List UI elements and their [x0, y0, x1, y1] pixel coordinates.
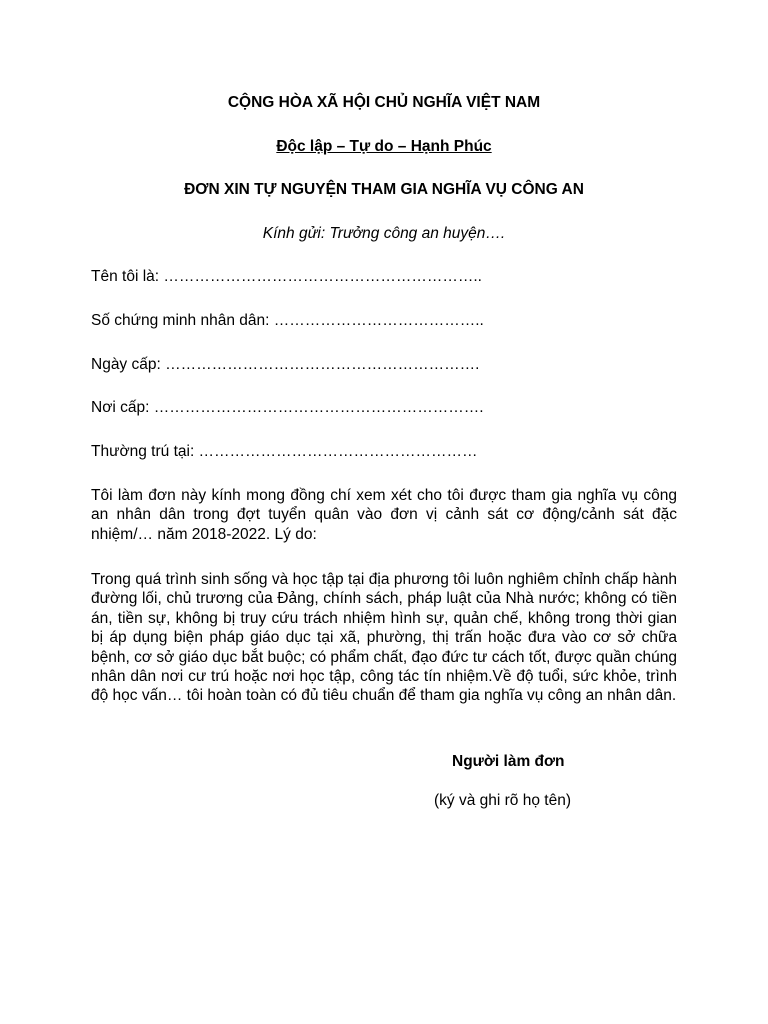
reason-paragraph: Trong quá trình sinh sống và học tập tại địa phương tôi luôn nghiêm chỉnh chấp hành đường lối, chủ trương của Đảng, chính sách, pháp luật của Nhà nước; không có tiền án, tiền sự, không bị truy cứu trách nhiệm hình sự, quản chế, không trong thời gian bị áp dụng biện pháp giáo dục tại xã, phường, thị trấn hoặc đưa vào cơ sở chữa bệnh, cơ sở giáo dục bắt buộc; có phẩm chất, đạo đức tư cách tốt, được quần chúng nhân dân nơi cư trú hoặc nơi học tập, công tác tín nhiệm.Về độ tuổi, sức khỏe, trình độ học vấn… tôi hoàn toàn có đủ tiêu chuẩn để tham gia nghĩa vụ công an nhân dân.: [91, 571, 677, 705]
request-paragraph: Tôi làm đơn này kính mong đồng chí xem xét cho tôi được tham gia nghĩa vụ công an nhân dân trong đợt tuyển quân vào đơn vị cảnh sát cơ động/cảnh sát đặc nhiệm/… năm 2018-2022. Lý do:: [91, 487, 677, 543]
field-full-name: Tên tôi là: ……………………………………………………..: [91, 268, 482, 285]
field-id-number: Số chứng minh nhân dân: …………………………………..: [91, 312, 484, 329]
recipient-line: Kính gửi: Trưởng công an huyện….: [262, 225, 506, 242]
field-issue-place: Nơi cấp: ……………………………………………………….: [91, 399, 484, 416]
country-heading: CỘNG HÒA XÃ HỘI CHỦ NGHĨA VIỆT NAM: [227, 94, 541, 111]
motto-heading: Độc lập – Tự do – Hạnh Phúc: [276, 138, 492, 155]
document-title: ĐƠN XIN TỰ NGUYỆN THAM GIA NGHĨA VỤ CÔNG AN: [184, 181, 584, 198]
signature-note: (ký và ghi rõ họ tên): [434, 792, 571, 809]
field-permanent-residence: Thường trú tại: ………………………………………………: [91, 443, 478, 460]
field-issue-date: Ngày cấp: …………………………………………………….: [91, 356, 480, 373]
signature-label: Người làm đơn: [452, 753, 565, 770]
